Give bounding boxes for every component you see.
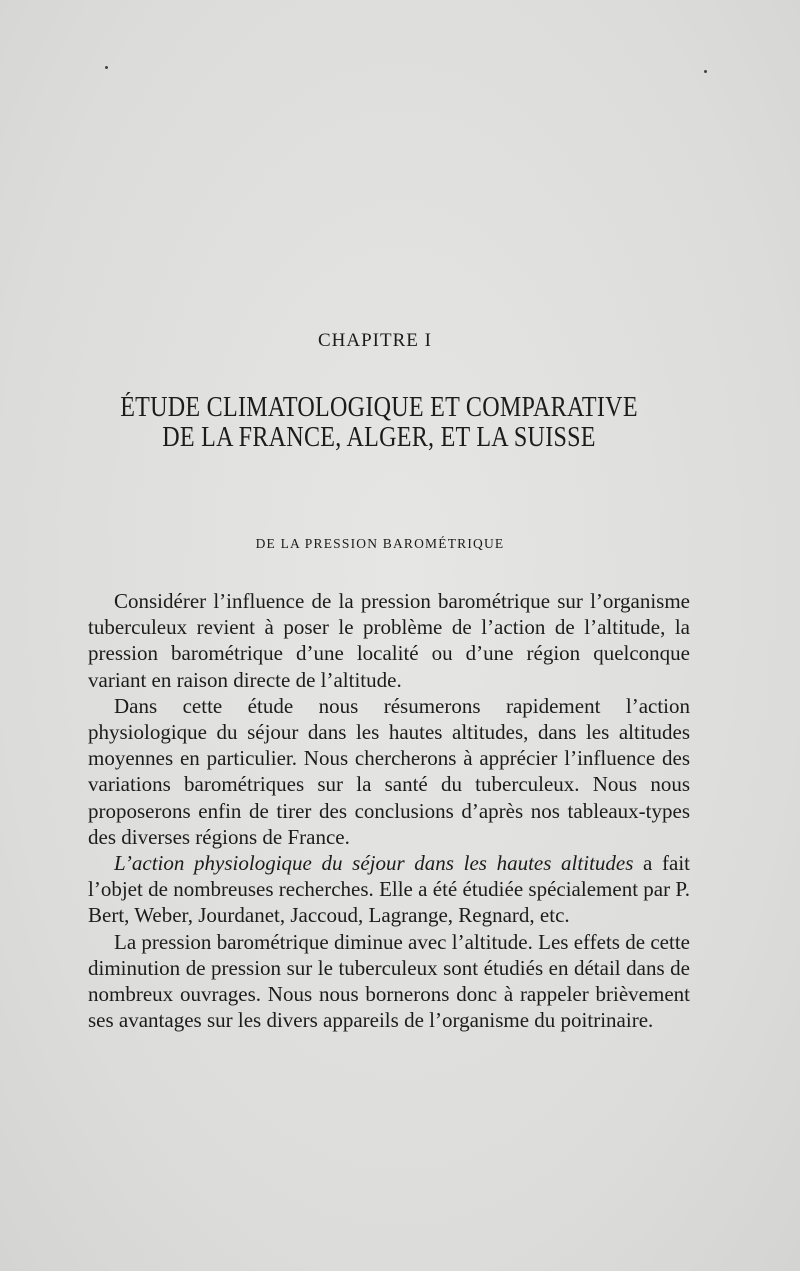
body-text	[88, 588, 690, 1033]
chapter-title-line-1: ÉTUDE CLIMATOLOGIQUE ET COMPARATIVE	[120, 392, 638, 423]
paragraph-4: La pression barométrique diminue avec l’altitude. Les effets de cette diminution de pression sur le tuberculeux sont étudiés en détail dans de nombreux ouvrages. Nous nous bornerons donc à rappeler brièvement ses avantages sur les divers appareils de l’organisme du poitrinaire.	[88, 929, 690, 1033]
paragraph-3-text: a fait l’objet de nombreuses recherches. Elle a été étudiée spécialement par P. Bert, Weber, Jourdanet, Jaccoud, Lagrange, Regnard, etc.	[88, 851, 691, 928]
section-heading: DE LA PRESSION BAROMÉTRIQUE	[255, 536, 505, 551]
paragraph-2: Dans cette étude nous résumerons rapidement l’action physiologique du séjour dans les hautes altitudes, dans les altitudes moyennes en particulier. Nous chercherons à apprécier l’influence des variations barométriques sur la santé du tuberculeux. Nous nous proposerons enfin de tirer des conclusions d’après nos tableaux-types des diverses régions de France.	[88, 693, 690, 849]
chapter-title-line-2: DE LA FRANCE, ALGER, ET LA SUISSE	[162, 422, 596, 453]
chapter-label: CHAPITRE I	[318, 330, 432, 351]
paragraph-3	[88, 850, 690, 929]
paragraph-1: Considérer l’influence de la pression barométrique sur l’organisme tuberculeux revient à poser le problème de l’action de l’altitude, la pression barométrique d’une localité ou d’une région quelconque variant en raison directe de l’altitude.	[88, 589, 690, 692]
chapter-title	[53, 393, 705, 453]
ink-speck	[704, 70, 707, 73]
italic-phrase: L’action physiologique du séjour dans les hautes altitudes	[114, 851, 634, 876]
ink-speck	[105, 66, 108, 69]
